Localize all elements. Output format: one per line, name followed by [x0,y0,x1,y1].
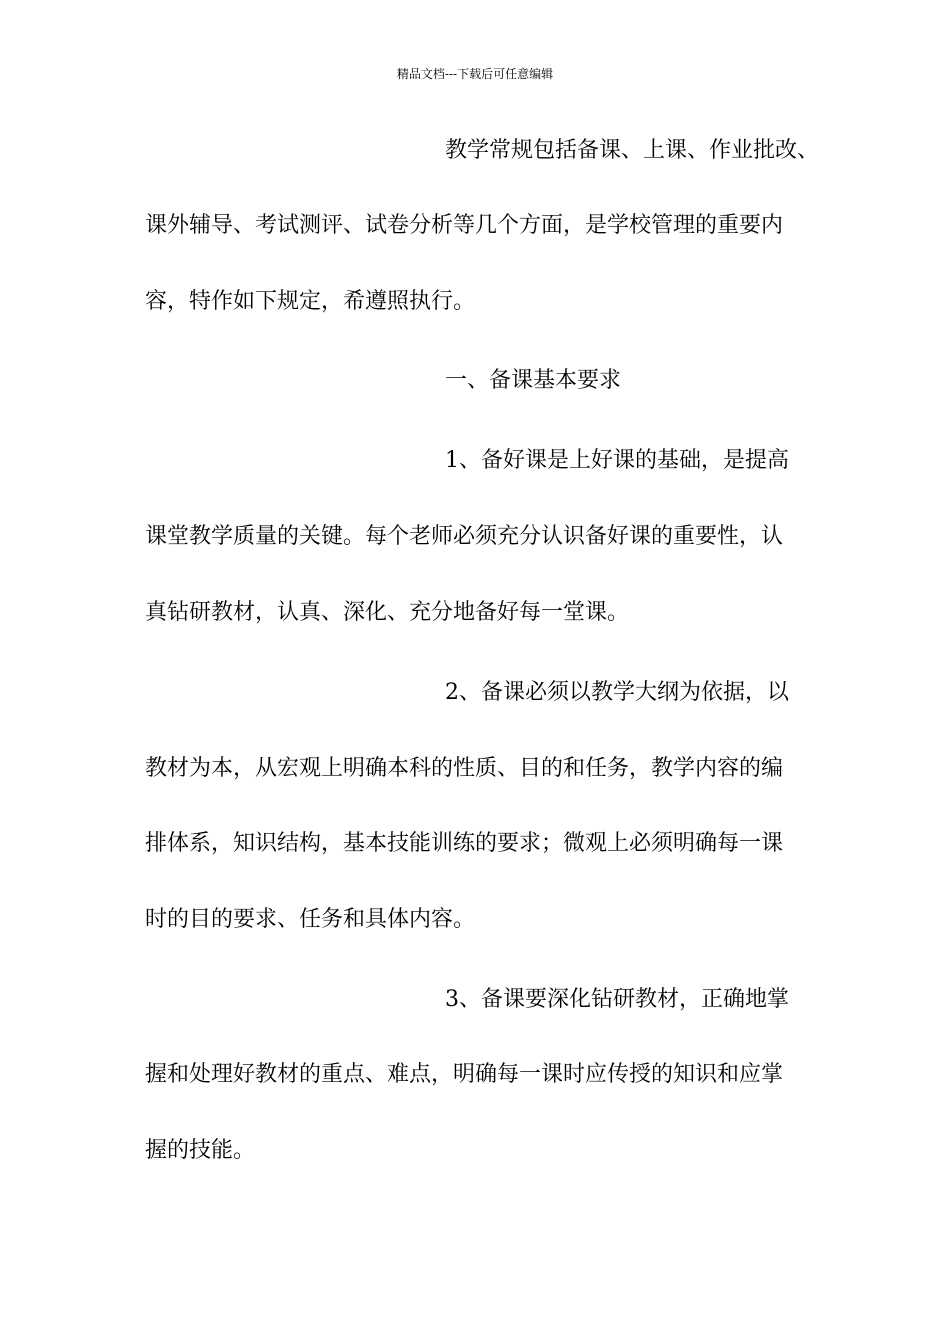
item-3-line-1: 3、备课要深化钻研教材，正确地掌 [445,987,789,1012]
item-3-line-2: 握和处理好教材的重点、难点，明确每一课时应传授的知识和应掌 [145,1062,784,1087]
item-2-line-2: 教材为本，从宏观上明确本科的性质、目的和任务，教学内容的编 [145,756,784,781]
paragraph-intro-line-3: 容，特作如下规定，希遵照执行。 [145,289,476,314]
item-2-line-3: 排体系，知识结构，基本技能训练的要求；微观上必须明确每一课 [145,831,784,856]
item-2-line-4: 时的目的要求、任务和具体内容。 [145,907,476,932]
page-header: 精品文档---下载后可任意编辑 [396,67,554,81]
item-1-line-1: 1、备好课是上好课的基础，是提高 [445,448,789,473]
item-2-line-1: 2、备课必须以教学大纲为依据，以 [445,680,789,705]
item-1-line-3: 真钻研教材，认真、深化、充分地备好每一堂课。 [145,600,630,625]
section-heading: 一、备课基本要求 [445,368,622,393]
item-1-line-2: 课堂教学质量的关键。每个老师必须充分认识备好课的重要性，认 [145,524,784,549]
paragraph-intro-line-1: 教学常规包括备课、上课、作业批改、 [445,138,820,163]
paragraph-intro-line-2: 课外辅导、考试测评、试卷分析等几个方面，是学校管理的重要内 [145,213,784,238]
item-3-line-3: 握的技能。 [145,1138,256,1163]
